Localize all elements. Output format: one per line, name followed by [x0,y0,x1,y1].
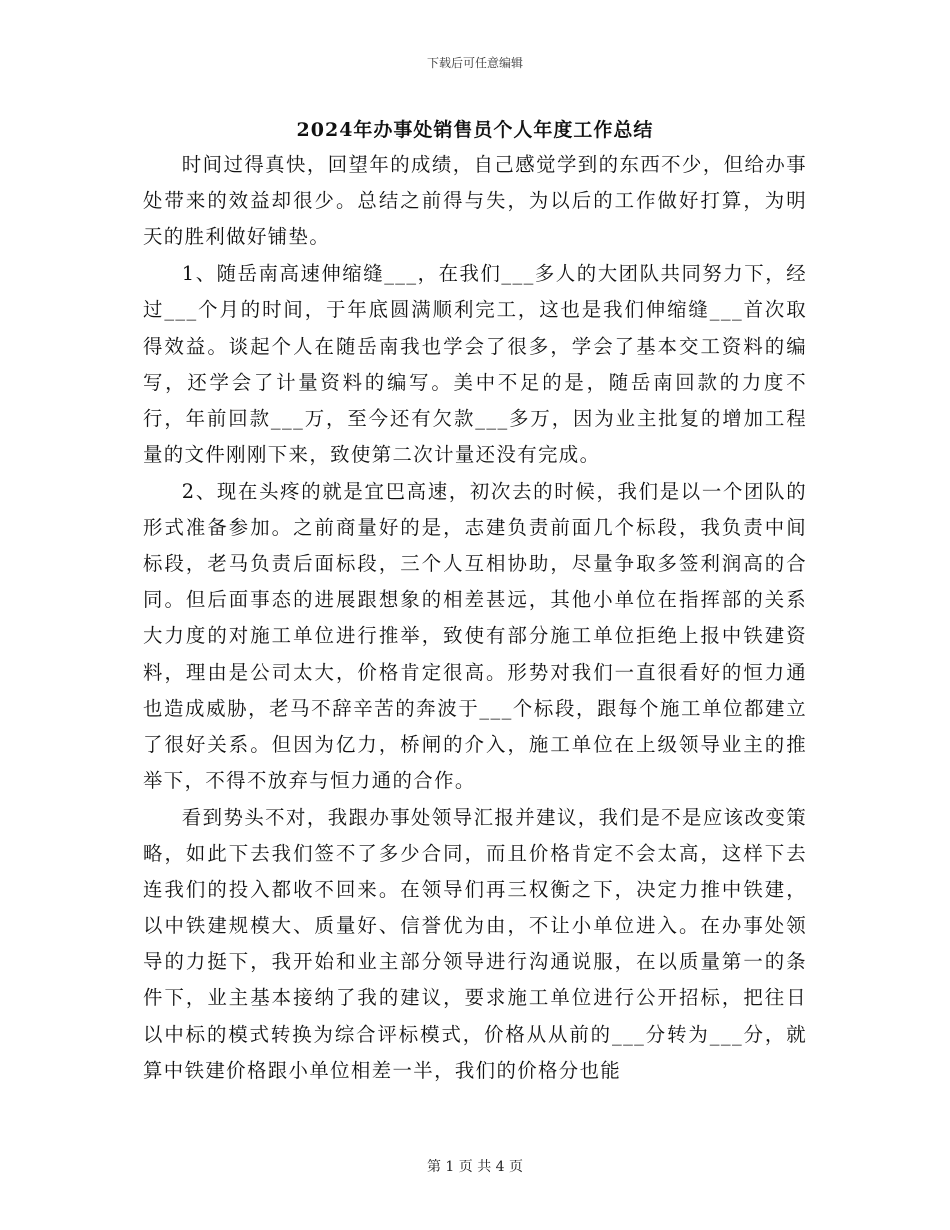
header-note: 下载后可任意编辑 [426,56,523,70]
document-body [143,147,807,1089]
paragraph-intro: 时间过得真快，回望年的成绩，自己感觉学到的东西不少，但给办事处带来的效益却很少。总结之前得与失，为以后的工作做好打算，为明天的胜利做好铺垫。 [143,153,807,249]
page-number: 第 1 页 共 4 页 [426,1159,524,1175]
paragraph-strategy: 看到势头不对，我跟办事处领导汇报并建议，我们是不是应该改变策略，如此下去我们签不了多少合同，而且价格肯定不会太高，这样下去连我们的投入都收不回来。在领导们再三权衡之下，决定力推中铁建，以中铁建规模大、质量好、信誉优为由，不让小单位进入。在办事处领导的力挺下，我开始和业主部分领导进行沟通说服，在以质量第一的条件下，业主基本接纳了我的建议，要求施工单位进行公开招标，把往日以中标的模式转换为综合评标模式，价格从从前的___分转为___分，就算中铁建价格跟小单位相差一半，我们的价格分也能 [143,805,807,1082]
document-title: 2024年办事处销售员个人年度工作总结 [296,119,654,141]
paragraph-item-2: 2、现在头疼的就是宜巴高速，初次去的时候，我们是以一个团队的形式准备参加。之前商量好的是，志建负责前面几个标段，我负责中间标段，老马负责后面标段，三个人互相协助，尽量争取多签利润高的合同。但后面事态的进展跟想象的相差甚远，其他小单位在指挥部的关系大力度的对施工单位进行推举，致使有部分施工单位拒绝上报中铁建资料，理由是公司太大，价格肯定很高。形势对我们一直很看好的恒力通也造成威胁，老马不辞辛苦的奔波于___个标段，跟每个施工单位都建立了很好关系。但因为亿力，桥闸的介入，施工单位在上级领导业主的推举下，不得不放弃与恒力通的合作。 [143,480,807,792]
paragraph-item-1: 1、随岳南高速伸缩缝___，在我们___多人的大团队共同努力下，经过___个月的时间，于年底圆满顺利完工，这也是我们伸缩缝___首次取得效益。谈起个人在随岳南我也学会了很多，学会了基本交工资料的编写，还学会了计量资料的编写。美中不足的是，随岳南回款的力度不行，年前回款___万，至今还有欠款___多万，因为业主批复的增加工程量的文件刚刚下来，致使第二次计量还没有完成。 [143,262,807,466]
